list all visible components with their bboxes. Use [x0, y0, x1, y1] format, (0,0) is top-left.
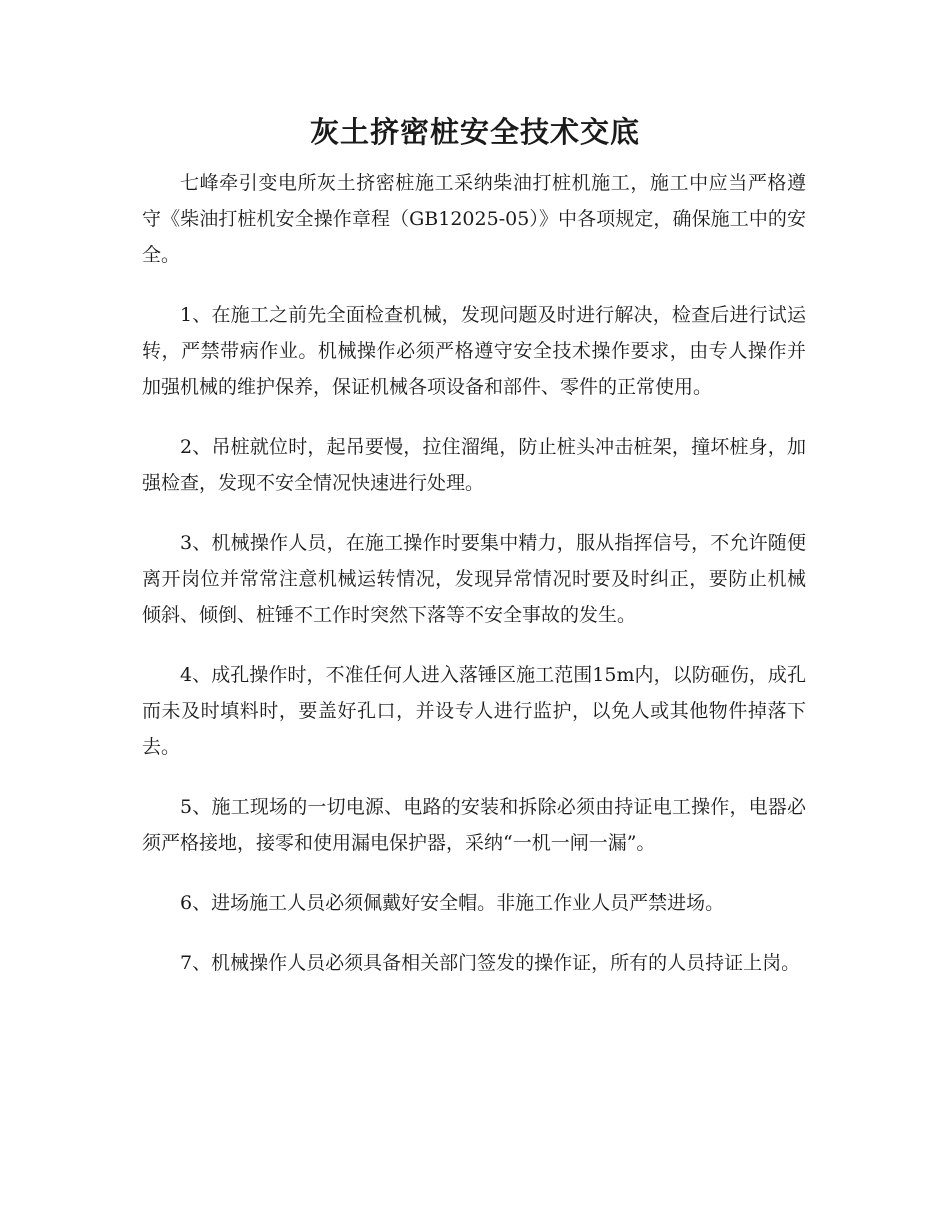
rule-paragraph-4: 4、成孔操作时，不准任何人进入落锤区施工范围15m内，以防砸伤，成孔而未及时填料时，要盖好孔口，并设专人进行监护，以免人或其他物件掉落下去。: [142, 664, 806, 758]
rule-paragraph-6: 6、进场施工人员必须佩戴好安全帽。非施工作业人员严禁进场。: [180, 892, 725, 914]
rule-paragraph-2: 2、吊桩就位时，起吊要慢，拉住溜绳，防止桩头冲击桩架，撞坏桩身，加强检查，发现不安全情况快速进行处理。: [142, 436, 806, 494]
document-body: [142, 165, 806, 1005]
document-title: 灰土挤密桩安全技术交底: [309, 115, 640, 149]
rule-paragraph-7: 7、机械操作人员必须具备相关部门签发的操作证，所有的人员持证上岗。: [180, 952, 801, 974]
rule-paragraph-5: 5、施工现场的一切电源、电路的安装和拆除必须由持证电工操作，电器必须严格接地，接零和使用漏电保护器，采纳“一机一闸一漏”。: [142, 796, 806, 854]
rule-paragraph-1: 1、在施工之前先全面检查机械，发现问题及时进行解决，检查后进行试运转，严禁带病作业。机械操作必须严格遵守安全技术操作要求，由专人操作并加强机械的维护保养，保证机械各项设备和部件、零件的正常使用。: [142, 304, 806, 398]
rule-paragraph-3: 3、机械操作人员，在施工操作时要集中精力，服从指挥信号，不允许随便离开岗位并常常注意机械运转情况，发现异常情况时要及时纠正，要防止机械倾斜、倾倒、桩锤不工作时突然下落等不安全事故的发生。: [142, 532, 806, 626]
intro-paragraph: 七峰牵引变电所灰土挤密桩施工采纳柴油打桩机施工，施工中应当严格遵守《柴油打桩机安全操作章程（GB12025-05）》中各项规定，确保施工中的安全。: [142, 172, 806, 266]
